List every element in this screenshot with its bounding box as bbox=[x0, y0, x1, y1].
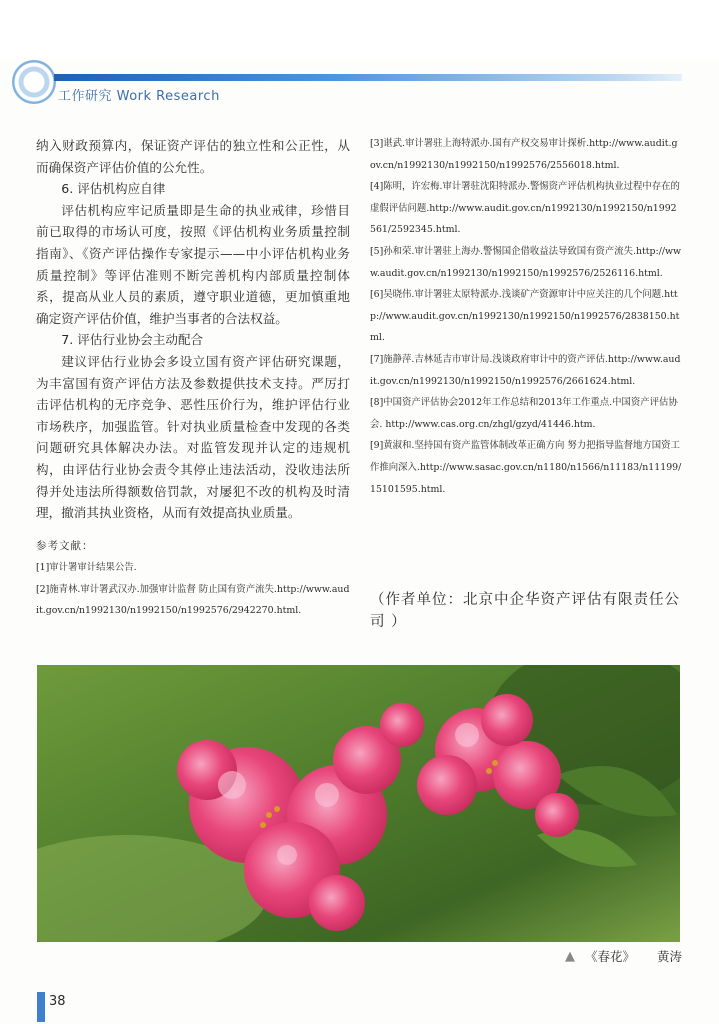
body-paragraph: 建议评估行业协会多设立国有资产评估研究课题，为丰富国有资产评估方法及参数提供技术支持。严厉打击评估机构的无序竞争、恶性压价行为，维护评估行业市场秩序，加强监管。针对执业质量检查中发现的各类问题研究具体解决办法。对监管发现并认定的违规机构，由评估行业协会责令其停止违法活动，没收违法所得并处违法所得额数倍罚款，对屡犯不改的机构及时清理，撤消其执业资格，从而有效提高执业质量。 bbox=[36, 353, 350, 521]
subheading: 6. 评估机构应自律 bbox=[61, 181, 166, 197]
header-rule bbox=[54, 74, 682, 81]
caption-author: 黄涛 bbox=[657, 949, 683, 964]
left-column bbox=[36, 135, 350, 622]
reference-item: [1]审计署审计结果公告. bbox=[36, 562, 137, 574]
reference-item: [3]谌武.审计署驻上海特派办.国有产权交易审计探析.http://www.audit.gov.cn/n1992130/n1992150/n1992576/2556018.html. bbox=[370, 138, 678, 171]
reference-item: [5]孙和荣.审计署驻上海办.警惕国企借收益法导致国有资产流失.http://www.audit.gov.cn/n1992130/n1992150/n1992576/2526116.html. bbox=[370, 245, 682, 279]
section-label: 工作研究 Work Research bbox=[58, 89, 220, 104]
triangle-marker-icon: ▲ bbox=[565, 948, 575, 964]
page-number: 38 bbox=[49, 994, 66, 1009]
reference-item: [7]施静萍.吉林延吉市审计局.浅谈政府审计中的资产评估.http://www.audit.gov.cn/n1992130/n1992150/n1992576/2661624.html. bbox=[370, 353, 681, 387]
photo-caption bbox=[565, 947, 682, 965]
page-number-marker bbox=[37, 992, 45, 1022]
body-paragraph: 评估机构应牢记质量即是生命的执业戒律，珍惜目前已取得的市场认可度，按照《评估机构业务质量控制指南》、《资产评估操作专家提示——中小评估机构业务质量控制》等评估准则不断完善机构内部质量控制体系，提高从业人员的素质，遵守职业道德，更加慎重地确定资产评估价值，维护当事者的合法权益。 bbox=[36, 202, 350, 326]
header-background bbox=[0, 0, 719, 60]
caption-title: 《春花》 bbox=[585, 949, 636, 964]
magazine-logo-icon bbox=[12, 60, 56, 104]
body-paragraph: 纳入财政预算内，保证资产评估的独立性和公正性，从而确保资产评估价值的公允性。 bbox=[36, 138, 350, 175]
reference-item: [2]施青林.审计署武汉办.加强审计监督 防止国有资产流失.http://www.audit.gov.cn/n1992130/n1992150/n1992576/2942270.html. bbox=[36, 583, 350, 617]
reference-item: [9]黄淑和.坚持国有资产监管体制改革正确方向 努力把指导监督地方国资工作推向深入.http://www.sasac.gov.cn/n1180/n1566/n11183/n11199/15101595.html. bbox=[370, 440, 682, 495]
author-affiliation: （作者单位：北京中企华资产评估有限责任公司 ） bbox=[370, 592, 680, 630]
flower-photo bbox=[37, 665, 680, 942]
subheading: 7. 评估行业协会主动配合 bbox=[61, 332, 204, 348]
reference-item: [8]中国资产评估协会2012年工作总结和2013年工作重点.中国资产评估协会. http://www.cas.org.cn/zhgl/gzyd/41446.htm. bbox=[370, 397, 678, 430]
right-column bbox=[370, 133, 682, 500]
reference-item: [4]陈明，许宏梅.审计署驻沈阳特派办.警惕资产评估机构执业过程中存在的虚假评估问题.http://www.audit.gov.cn/n1992130/n1992150/n1992561/2592345.html. bbox=[370, 181, 680, 236]
references-title: 参考文献： bbox=[36, 539, 94, 552]
reference-item: [6]吴晓伟.审计署驻太原特派办.浅谈矿产资源审计中应关注的几个问题.http://www.audit.gov.cn/n1992130/n1992150/n1992576/2838150.html. bbox=[370, 289, 680, 344]
